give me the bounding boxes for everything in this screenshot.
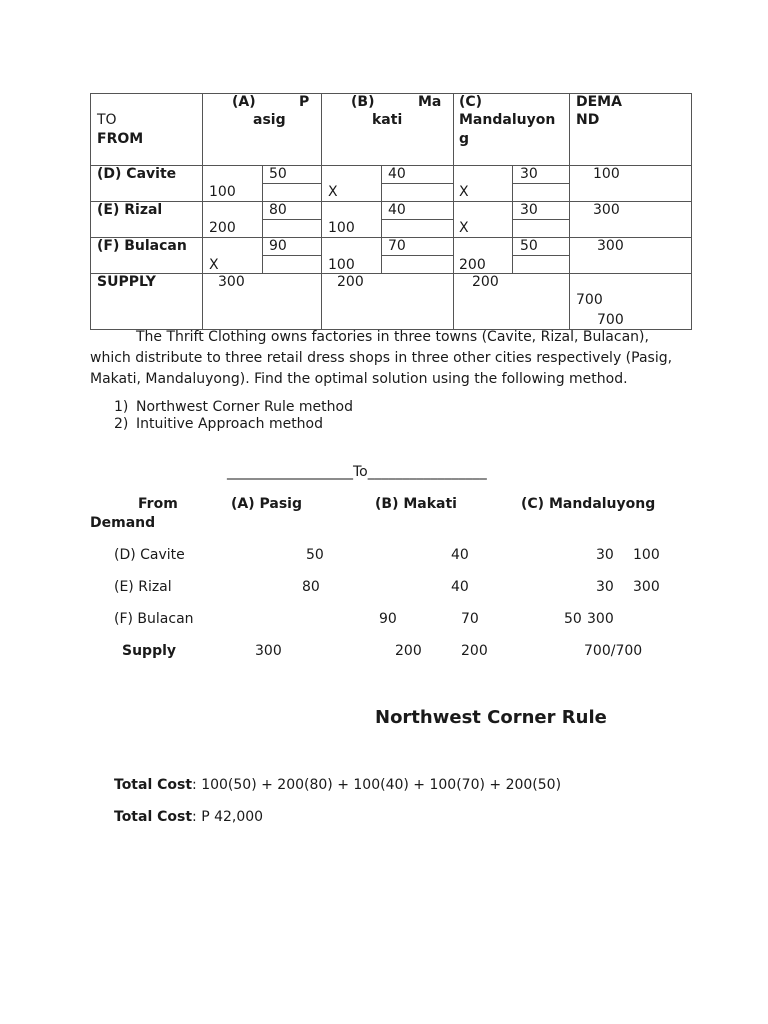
- cost-value: 30: [596, 547, 614, 563]
- table-rule: [569, 93, 570, 330]
- supply-cell: 200: [472, 274, 499, 290]
- supply-value: 200: [395, 643, 422, 659]
- header-col-b: (B): [351, 94, 375, 110]
- supply-value: 300: [255, 643, 282, 659]
- to-label: __________________To_________________: [227, 464, 487, 480]
- header-col-c: g: [459, 131, 470, 147]
- alloc-cell: X: [459, 184, 469, 200]
- supply-total: 700/700: [584, 643, 643, 659]
- section-title: Northwest Corner Rule: [375, 707, 607, 728]
- col-header-pasig: (A) Pasig: [231, 496, 302, 512]
- header-col-a: (A): [232, 94, 256, 110]
- method-list: [114, 399, 353, 433]
- table-border-left: [90, 93, 91, 330]
- cost-box-line: [262, 165, 263, 273]
- header-demand: DEMA: [576, 94, 622, 110]
- demand-value: 300: [587, 611, 614, 627]
- total-cost-label: Total Cost: [114, 809, 193, 825]
- problem-paragraph: [90, 327, 690, 390]
- row-name: (F) Bulacan: [114, 611, 194, 627]
- list-item: 1) Northwest Corner Rule method: [114, 399, 353, 415]
- header-demand: ND: [576, 112, 600, 128]
- row-name: (E) Rizal: [114, 579, 172, 595]
- demand-cell: 300: [597, 238, 624, 254]
- from-label: From: [138, 496, 178, 512]
- alloc-cell: 100: [328, 220, 355, 236]
- cost-value: 80: [302, 579, 320, 595]
- header-col-b: kati: [372, 112, 403, 128]
- demand-value: 100: [633, 547, 660, 563]
- supply-cell: 200: [337, 274, 364, 290]
- cost-box-line: [381, 165, 382, 273]
- supply-total: 700: [597, 312, 624, 328]
- cost-value: 40: [451, 579, 469, 595]
- header-col-c: Mandaluyon: [459, 112, 556, 128]
- table-rule: [90, 273, 692, 274]
- cost-value: 50: [564, 611, 582, 627]
- cost-cell: 80: [269, 202, 287, 218]
- col-header-mandaluyong: (C) Mandaluyong: [521, 496, 656, 512]
- alloc-cell: X: [209, 257, 219, 273]
- cost-value: 30: [596, 579, 614, 595]
- header-to: TO: [97, 112, 117, 128]
- table-rule: [453, 93, 454, 330]
- cost-cell: 40: [388, 202, 406, 218]
- header-col-c: (C): [459, 94, 483, 110]
- total-cost-expression: : 100(50) + 200(80) + 100(40) + 100(70) + 200(50): [192, 777, 562, 793]
- total-cost-value: : P 42,000: [192, 809, 264, 825]
- col-header-makati: (B) Makati: [375, 496, 457, 512]
- cost-cell: 30: [520, 202, 538, 218]
- demand-cell: 300: [593, 202, 620, 218]
- supply-cell: 300: [218, 274, 245, 290]
- table-rule: [202, 93, 203, 330]
- alloc-cell: 100: [209, 184, 236, 200]
- alloc-cell: 200: [459, 257, 486, 273]
- header-col-a: asig: [253, 112, 286, 128]
- cost-value: 90: [379, 611, 397, 627]
- cost-cell: 70: [388, 238, 406, 254]
- alloc-cell: X: [328, 184, 338, 200]
- header-col-b: Ma: [418, 94, 442, 110]
- cost-value: 40: [451, 547, 469, 563]
- supply-total: 700: [576, 292, 603, 308]
- row-name: (D) Cavite: [97, 166, 177, 182]
- header-col-a: P: [299, 94, 310, 110]
- problem-text: The Thrift Clothing owns factories in three towns (Cavite, Rizal, Bulacan), which distribute to three retail dress shops in three other cities respectively (Pasig, Makati, Mandaluyong). Find the optimal solution using the following method.: [90, 329, 673, 387]
- cost-cell: 90: [269, 238, 287, 254]
- demand-label: Demand: [90, 515, 156, 531]
- total-cost-result: [114, 809, 263, 825]
- row-name: (F) Bulacan: [97, 238, 187, 254]
- cost-value: 70: [461, 611, 479, 627]
- total-cost-label: Total Cost: [114, 777, 193, 793]
- list-item: 2) Intuitive Approach method: [114, 416, 324, 432]
- cost-value: 50: [306, 547, 324, 563]
- supply-label: SUPPLY: [97, 274, 156, 290]
- cost-cell: 50: [269, 166, 287, 182]
- alloc-cell: X: [459, 220, 469, 236]
- supply-value: 200: [461, 643, 488, 659]
- transportation-table: [90, 93, 692, 330]
- table-border-right: [691, 93, 692, 330]
- cost-cell: 40: [388, 166, 406, 182]
- row-name: (E) Rizal: [97, 202, 163, 218]
- table-rule: [321, 93, 322, 330]
- cost-cell: 50: [520, 238, 538, 254]
- alloc-cell: 100: [328, 257, 355, 273]
- cost-box-line: [512, 165, 513, 273]
- demand-cell: 100: [593, 166, 620, 182]
- supply-label: Supply: [122, 643, 177, 659]
- header-from: FROM: [97, 131, 144, 147]
- row-name: (D) Cavite: [114, 547, 185, 563]
- alloc-cell: 200: [209, 220, 236, 236]
- demand-value: 300: [633, 579, 660, 595]
- cost-cell: 30: [520, 166, 538, 182]
- total-cost-formula: [114, 777, 561, 793]
